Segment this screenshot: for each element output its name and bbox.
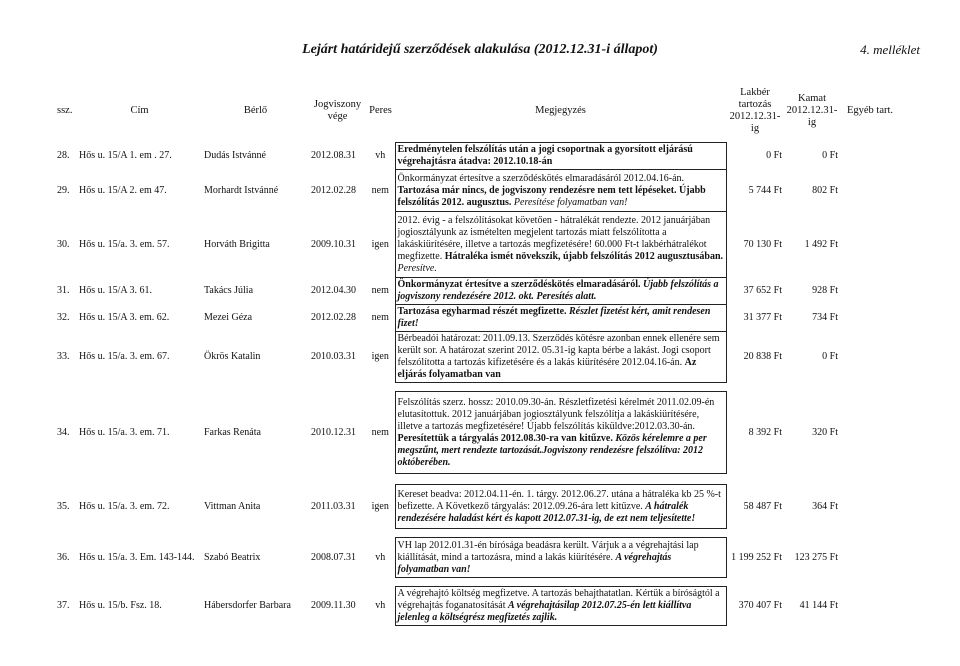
col-peres: Peres	[369, 105, 392, 116]
table-row	[55, 485, 900, 529]
row-tenant: Morhardt Istvánné	[204, 184, 279, 196]
row-contract-end: 2010.03.31	[311, 351, 356, 362]
row-other-debt	[840, 587, 900, 626]
document-title: Lejárt határidejű szerződések alakulása (2012.12.31-i állapot)	[302, 42, 658, 57]
row-litigation: igen	[366, 212, 395, 278]
row-rent-debt: 5 744 Ft	[748, 184, 782, 196]
row-litigation: vh	[366, 143, 395, 170]
row-tenant: Farkas Renáta	[204, 426, 261, 438]
note-segment: Önkormányzat értesítve a szerződéskötés elmaradásáról.	[397, 279, 643, 290]
row-litigation: nem	[366, 392, 395, 474]
note-segment: A végrehajtó költség megfizetve. A tartozás behajthatatlan. Kértük a bíróságtól a végrehajtás foganatosítását	[397, 588, 720, 611]
row-other-debt	[840, 143, 900, 170]
row-note	[395, 392, 726, 474]
row-rent-debt: 370 407 Ft	[738, 600, 782, 611]
note-segment: Önkormányzat értesítve a szerződéskötés elmaradásáról 2012.04.16-án.	[397, 172, 685, 184]
row-tenant: Vittman Anita	[204, 500, 261, 512]
row-other-debt	[840, 305, 900, 332]
row-ssz: 33.	[57, 351, 70, 362]
row-ssz: 37.	[57, 600, 70, 611]
row-interest: 0 Ft	[822, 351, 838, 362]
header-row	[55, 86, 900, 136]
table-row	[55, 392, 900, 474]
row-other-debt	[840, 485, 900, 529]
row-other-debt	[840, 212, 900, 278]
row-litigation: vh	[366, 587, 395, 626]
row-litigation: nem	[366, 278, 395, 305]
row-rent-debt: 1 199 252 Ft	[731, 551, 782, 563]
row-litigation: igen	[366, 332, 395, 383]
row-interest: 364 Ft	[812, 500, 838, 512]
note-segment: Peresítve.	[397, 262, 437, 274]
col-berlo: Bérlő	[243, 105, 268, 116]
note-segment: Az eljárás folyamatban van	[397, 357, 697, 380]
col-cim: Cím	[130, 105, 149, 116]
row-other-debt	[840, 278, 900, 305]
table-row	[55, 212, 900, 278]
row-rent-debt: 8 392 Ft	[748, 426, 782, 438]
row-ssz: 30.	[57, 238, 70, 250]
row-contract-end: 2009.10.31	[311, 238, 356, 250]
row-litigation: vh	[366, 538, 395, 578]
row-address: Hős u. 15/a. 3. em. 67.	[79, 351, 170, 362]
row-rent-debt: 0 Ft	[766, 150, 782, 161]
row-contract-end: 2009.11.30	[311, 600, 356, 611]
col-kamat: Kamat 2012.12.31-ig	[786, 93, 838, 128]
row-rent-debt: 37 652 Ft	[743, 285, 782, 296]
row-ssz: 35.	[57, 500, 70, 512]
row-litigation: nem	[366, 170, 395, 212]
row-interest: 0 Ft	[822, 150, 838, 161]
row-contract-end: 2012.04.30	[311, 285, 356, 296]
row-tenant: Mezei Géza	[204, 312, 253, 323]
row-litigation: igen	[366, 485, 395, 529]
row-address: Hős u. 15/a. 3. Em. 143-144.	[79, 551, 195, 563]
row-address: Hős u. 15/A 3. em. 62.	[79, 312, 170, 323]
row-address: Hős u. 15/b. Fsz. 18.	[79, 600, 162, 611]
row-tenant: Ökrös Katalin	[204, 351, 261, 362]
table-row	[55, 143, 900, 170]
row-interest: 320 Ft	[812, 426, 838, 438]
note-segment: Eredménytelen felszólítás után a jogi csoportnak a gyorsított eljárású végrehajtásra átadva: 2012.10.18-án	[397, 144, 693, 167]
row-note	[395, 278, 726, 305]
row-rent-debt: 20 838 Ft	[743, 351, 782, 362]
table-row	[55, 538, 900, 578]
row-interest: 123 275 Ft	[794, 551, 838, 563]
row-note	[395, 485, 726, 529]
table-row	[55, 278, 900, 305]
row-tenant: Hábersdorfer Barbara	[204, 600, 291, 611]
col-megjegyzes: Megjegyzés	[535, 105, 586, 116]
row-tenant: Horváth Brigitta	[204, 238, 270, 250]
table-body	[55, 143, 900, 626]
row-interest: 1 492 Ft	[804, 238, 838, 250]
row-address: Hős u. 15/A 2. em 47.	[79, 184, 167, 196]
row-address: Hős u. 15/a. 3. em. 72.	[79, 500, 170, 512]
row-tenant: Szabó Beatrix	[204, 551, 261, 563]
row-contract-end: 2012.02.28	[311, 184, 356, 196]
row-other-debt	[840, 332, 900, 383]
note-segment: Hátraléka ismét növekszik, újabb felszólítás 2012 augusztusában.	[444, 250, 724, 262]
note-segment: Újabb felszólítás a jogviszony rendezésére 2012. okt. Peresítés alatt.	[397, 279, 719, 302]
row-note	[395, 170, 726, 212]
row-ssz: 36.	[57, 551, 70, 563]
row-interest: 802 Ft	[812, 184, 838, 196]
row-note	[395, 305, 726, 332]
table-row	[55, 332, 900, 383]
col-ssz: ssz.	[57, 105, 73, 116]
row-contract-end: 2012.08.31	[311, 150, 356, 161]
row-contract-end: 2010.12.31	[311, 426, 356, 438]
row-contract-end: 2011.03.31	[311, 500, 356, 512]
note-segment: Felszólítás szerz. hossz: 2010.09.30-án. Részletfizetési kérelmét 2011.02.09-én elutasítottuk. 2012 januárjában jogiosztályunk felszólítja a lakáskiürítésére, illetve a tartozás megfizetésére! Újabb felszólítás kiküldve:2012.03.30-án.	[397, 396, 715, 432]
note-segment: Tartozása egyharmad részét megfizette.	[397, 306, 570, 317]
note-segment: Tartozása már nincs, de jogviszony rendezésre nem tett lépéseket. Újabb felszólítás 2012. augusztus.	[397, 184, 706, 208]
row-ssz: 28.	[57, 150, 70, 161]
note-segment: Kereset beadva: 2012.04.11-én. 1. tárgy. 2012.06.27. utána a hátraléka kb 25 %-t befizette. A Következő tárgyalás: 2012.09.26-ára lett kitűzve.	[397, 488, 721, 512]
annex-label: 4. melléklet	[860, 42, 920, 57]
row-note	[395, 538, 726, 578]
row-address: Hős u. 15/a. 3. em. 71.	[79, 426, 170, 438]
row-rent-debt: 58 487 Ft	[743, 500, 782, 512]
note-segment: 2012. évig - a felszólításokat követően - hátralékát rendezte. 2012 januárjában jogiosztályunk az ismételten megjelent tartozás miatt felszólította a lakáskiürítésére, illetve a tartozás megfizetésére! 60.000 Ft-t lakbérhátralékot megfizette.	[397, 214, 711, 262]
row-rent-debt: 31 377 Ft	[743, 312, 782, 323]
note-segment: Peresítése folyamatban van!	[513, 196, 628, 208]
row-other-debt	[840, 170, 900, 212]
note-segment: Bérbeadói határozat: 2011.09.13. Szerződés kötésre azonban ennek ellenére sem került sor. A határozat szerint 2012. 05.31-ig kapta bérbe a lakást. Jogi csoport felszólította a tartozás kifizetésére és a lakás kiürítésére 2012.04.16-án.	[397, 333, 720, 368]
note-segment: A hátralék rendezésére haladást kért és kapott 2012.07.31-ig, de ezt nem teljesítette!	[397, 500, 696, 524]
col-egyeb: Egyéb tart.	[846, 105, 894, 116]
row-ssz: 34.	[57, 426, 70, 438]
row-other-debt	[840, 538, 900, 578]
note-segment: A végrehajtás folyamatban van!	[397, 551, 672, 575]
row-note	[395, 587, 726, 626]
row-rent-debt: 70 130 Ft	[743, 238, 782, 250]
col-lakber: Lakbér tartozás 2012.12.31-ig	[729, 87, 781, 134]
col-jogviszony: Jogviszony vége	[313, 99, 362, 122]
row-address: Hős u. 15/a. 3. em. 57.	[79, 238, 170, 250]
row-ssz: 32.	[57, 312, 70, 323]
row-note	[395, 143, 726, 170]
row-other-debt	[840, 392, 900, 474]
note-segment: Közös kérelemre a per megszűnt, mert rendezte tartozását.Jogviszony rendezésre felszólítva: 2012 októberében.	[397, 432, 707, 468]
row-contract-end: 2008.07.31	[311, 551, 356, 563]
row-address: Hős u. 15/A 1. em . 27.	[79, 150, 172, 161]
note-segment: Részlet fizetést kért, amit rendesen fizet!	[397, 306, 711, 329]
row-ssz: 31.	[57, 285, 70, 296]
row-address: Hős u. 15/A 3. 61.	[79, 285, 153, 296]
row-note	[395, 332, 726, 383]
table-row	[55, 170, 900, 212]
row-note	[395, 212, 726, 278]
contracts-table	[55, 86, 900, 626]
note-segment: Peresítettük a tárgyalás 2012.08.30-ra van kitűzve.	[397, 432, 616, 444]
row-contract-end: 2012.02.28	[311, 312, 356, 323]
note-segment: VH lap 2012.01.31-én bírósága beadásra került. Várjuk a a végrehajtási lap kiállítását, mind a tartozásra, mind a lakás kiürítésére.	[397, 539, 699, 563]
row-tenant: Dudás Istvánné	[204, 150, 266, 161]
table-row	[55, 587, 900, 626]
note-segment: A végrehajtásilap 2012.07.25-én lett kiállítva jelenleg a költségrész megfizetés zajlik.	[397, 600, 692, 623]
row-interest: 734 Ft	[812, 312, 838, 323]
row-tenant: Takács Júlia	[204, 285, 254, 296]
row-interest: 41 144 Ft	[799, 600, 838, 611]
row-interest: 928 Ft	[812, 285, 838, 296]
row-litigation: nem	[366, 305, 395, 332]
row-ssz: 29.	[57, 184, 70, 196]
table-row	[55, 305, 900, 332]
